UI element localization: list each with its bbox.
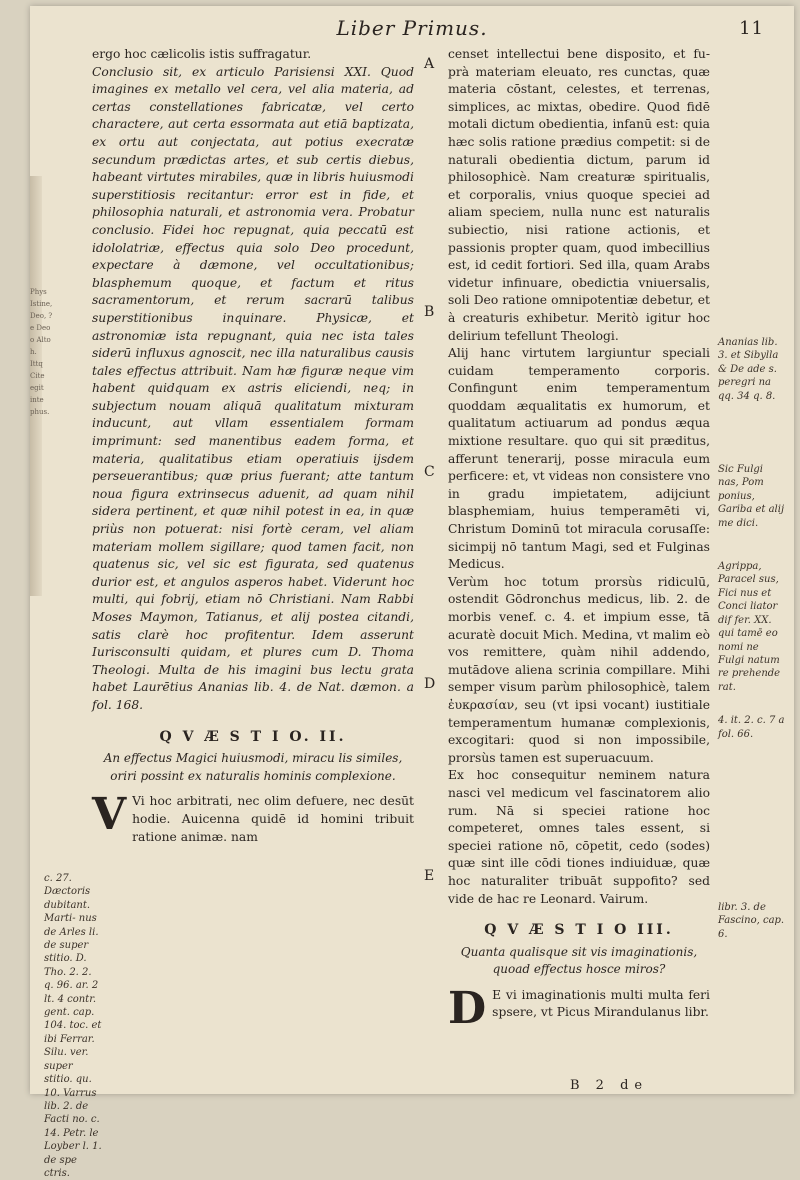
section-marks <box>420 56 444 1056</box>
drop-capital: D <box>448 982 487 1034</box>
drop-capital: V <box>92 789 127 841</box>
right-column <box>448 46 710 1034</box>
margin-mark: D <box>424 676 436 692</box>
margin-mark: E <box>424 868 435 884</box>
left-marginal-notes <box>44 872 102 1180</box>
marginal-note: Sic Fulgi nas, Pom ponius, Gariba et alij me dici. <box>718 464 785 529</box>
folio-number: 11 <box>739 18 764 39</box>
right-marginal-notes <box>718 336 786 941</box>
margin-mark: B <box>424 304 435 320</box>
question-heading: Q V Æ S T I O. II. <box>159 728 347 745</box>
question-heading: Q V Æ S T I O III. <box>484 922 674 939</box>
marginal-note: 4. it. 2. c. 7 a fol. 66. <box>718 715 785 740</box>
margin-mark: C <box>424 464 435 480</box>
right-paragraph: censet intellectui bene disposito, et fu- prà materiam eleuato, res cunctas, quæ materia cōstant, celestes, et terrenas, simplices, ac mixtas, obedire. Quod fidē motali dictum obedientia, infanū est: quia hæc solis ratione prædius competit: si de naturali obedientia dictum, parum id philosophicè. Nam creaturæ spiritualis, et corporalis, vnius quoque speciei ad aliam speciem, nulla nunc est naturalis subiectio, nisi ratione actionis, et passionis propter quam, quod imbecillius est, id cedit fortiori. Sed illa, quam Arabs videtur infinuare, obedictia vniuersalis, soli Deo ratione omnipotentiæ debetur, et à creaturis exhibetur. Meritò igitur hoc delirium tefellunt Theologi. <box>448 47 710 343</box>
right-paragraph: Alij hanc virtutem largiuntur speciali cuidam temperamento corporis. Confingunt enim temperamentum quoddam æqualitatis ex humorum, et qualitatum actiuarum ad pondus æqua mixtione resultare. quo qui sit præditus, afferunt tenerarij, posse miracula eum perficere: et, vt videas non consistere vno in gradu impietatem, adijciunt blasphemiam, huius temperamēti vi, Christum Dominū tot miracula corusaſſe: sicimpij nō tantum Magi, sed et Fulginas Medicus. <box>448 346 710 572</box>
marginal-note: Agrippa, Paracel sus, Fici nus et Conci liator dif fer. XX. qui tamē eo nomi ne Fulgi natum re prehende rat. <box>718 561 781 693</box>
right-paragraph: Verùm hoc totum prorsùs ridiculū, ostendit Gōdronchus medicus, lib. 2. de morbis venef. c. 4. et impium esse, tā acuratè docuit Mich. Medina, vt malim eò vos remittere, quàm nihil addendo, mutādove aliena scrinia compillare. Mihi semper visum parùm philosophicè, talem ἐυκρασίαν, seu (vt ipsi vocant) iustitiale temperamentum humanæ complexionis, excogitari: quod si non impossibile, prorsùs tamen est superuacuum. <box>448 574 710 765</box>
left-paragraph: Conclusio sit, ex articulo Parisiensi XXI. Quod imagines ex metallo vel cera, vel alia materia, ad certas constellationes fabricatæ, vel certo charactere, aut certa essormata aut etiā baptizata, ex ortu aut conjectata, aut potius execratæ secundum prædictas artes, et sub certis diebus, habeant virtutes mirabiles, quæ in libris huiusmodi superstitiosis recitantur: error est in fide, et philosophia naturali, et astronomia vera. Probatur conclusio. Fidei hoc repugnat, quia peccatū est idololatriæ, effectus quia solo Deo procedunt, expectare à dæmone, vel occultationibus; blasphemum quoque, et factum et ritus sacramentorum, et rerum sacrarū talibus superstitionibus inquinare. Physicæ, et astronomiæ ista repugnant, quia nec ista tales siderū influxus agnoscit, nec illa naturalibus causis tales effectus attribuit. Nam hæ figuræ neque vim habent quidquam ex astris eliciendi, neq; in subjectum nouam aliquā qualitatum mixturam inducunt, aut vllam essentialem formam imprimunt: sed manentibus eadem forma, et materia, qualitatibus etiam operatiuis ijsdem perseuerantibus; quæ prius fuerant; atte tantum noua figura extrinsecus aduenit, ad quam nihil sidera pertinent, et quæ nihil potest in ea, in quæ priùs non potuerat: nisi fortè ceram, vel aliam materiam mollem sigillare; quod tamen facit, non quatenus sic, vel sic est figurata, sed quatenus durior est, et angulos asperos habet. Viderunt hoc multi, qui fobrij, etiam nō Christiani. Nam Rabbi Moses Maymon, Tatianus, et alij postea citandi, satis clarè hoc profitentur. Idem asserunt Iurisconsulti quidam, et plures cum D. Thoma Theologi. Multa de his imagini bus lectu grata habet Laurētius Ananias lib. 4. de Nat. dæmon. a fol. 168. <box>92 64 414 712</box>
facing-page-fragments: Phys Istine, Deo, ? e Deo o Alto h. Ittq Cite egit inte phus. <box>30 288 53 416</box>
book-page <box>30 6 794 1179</box>
question-subheading: An effectus Magici huiusmodi, miracu lis similes, oriri possint ex naturalis hominis complexione. <box>103 751 403 783</box>
left-paragraph: ergo hoc cælicolis istis suffragatur. <box>92 47 312 61</box>
margin-mark: A <box>424 56 435 72</box>
marginal-note: Ananias lib. 3. et Sibylla & De ade s. peregri na qq. 34 q. 8. <box>718 337 779 402</box>
book-title: Liber Primus. <box>336 16 488 40</box>
question-subheading: Quanta qualisque sit vis imaginationis, quoad effectus hosce miros? <box>460 944 698 977</box>
marginal-note: c. 27. Dæctoris dubitant. Marti- nus de Arles li. de super stitio. D. Tho. 2. 2. q. 96. ar. 2 lt. 4 contr. gent. cap. 104. toc. et ibi Ferrar. Silu. ver. super stitio. qu. 10. Varrus lib. 2. de Facti no. c. 14. Petr. le Loyber l. 1. de spe ctris. <box>44 873 102 1179</box>
signature-mark: B 2 de <box>570 1078 649 1093</box>
right-final-paragraph: D E vi imaginationis multi multa feri spsere, vt Picus Mirandulanus libr. <box>448 982 710 1034</box>
running-head <box>30 16 794 40</box>
left-column <box>92 46 414 846</box>
marginal-note: libr. 3. de Fascino, cap. 6. <box>718 901 785 940</box>
right-paragraph: Ex hoc consequitur neminem natura nasci vel medicum vel fascinatorem alio rum. Nā si speciei ratione hoc competeret, omnes tales essent, si speciei ratione nō, cōpetit, cedo (sodes) quæ sint ille cōdi tiones indiuiduæ, quæ hoc naturaliter tribuāt suppofito? sed vide de hac re Leonard. Vairum. <box>448 768 710 906</box>
left-final-paragraph: V Vi hoc arbitrati, nec olim defuere, nec desūt hodie. Auicenna quidē id homini tribuit ratione animæ. nam <box>92 789 414 844</box>
